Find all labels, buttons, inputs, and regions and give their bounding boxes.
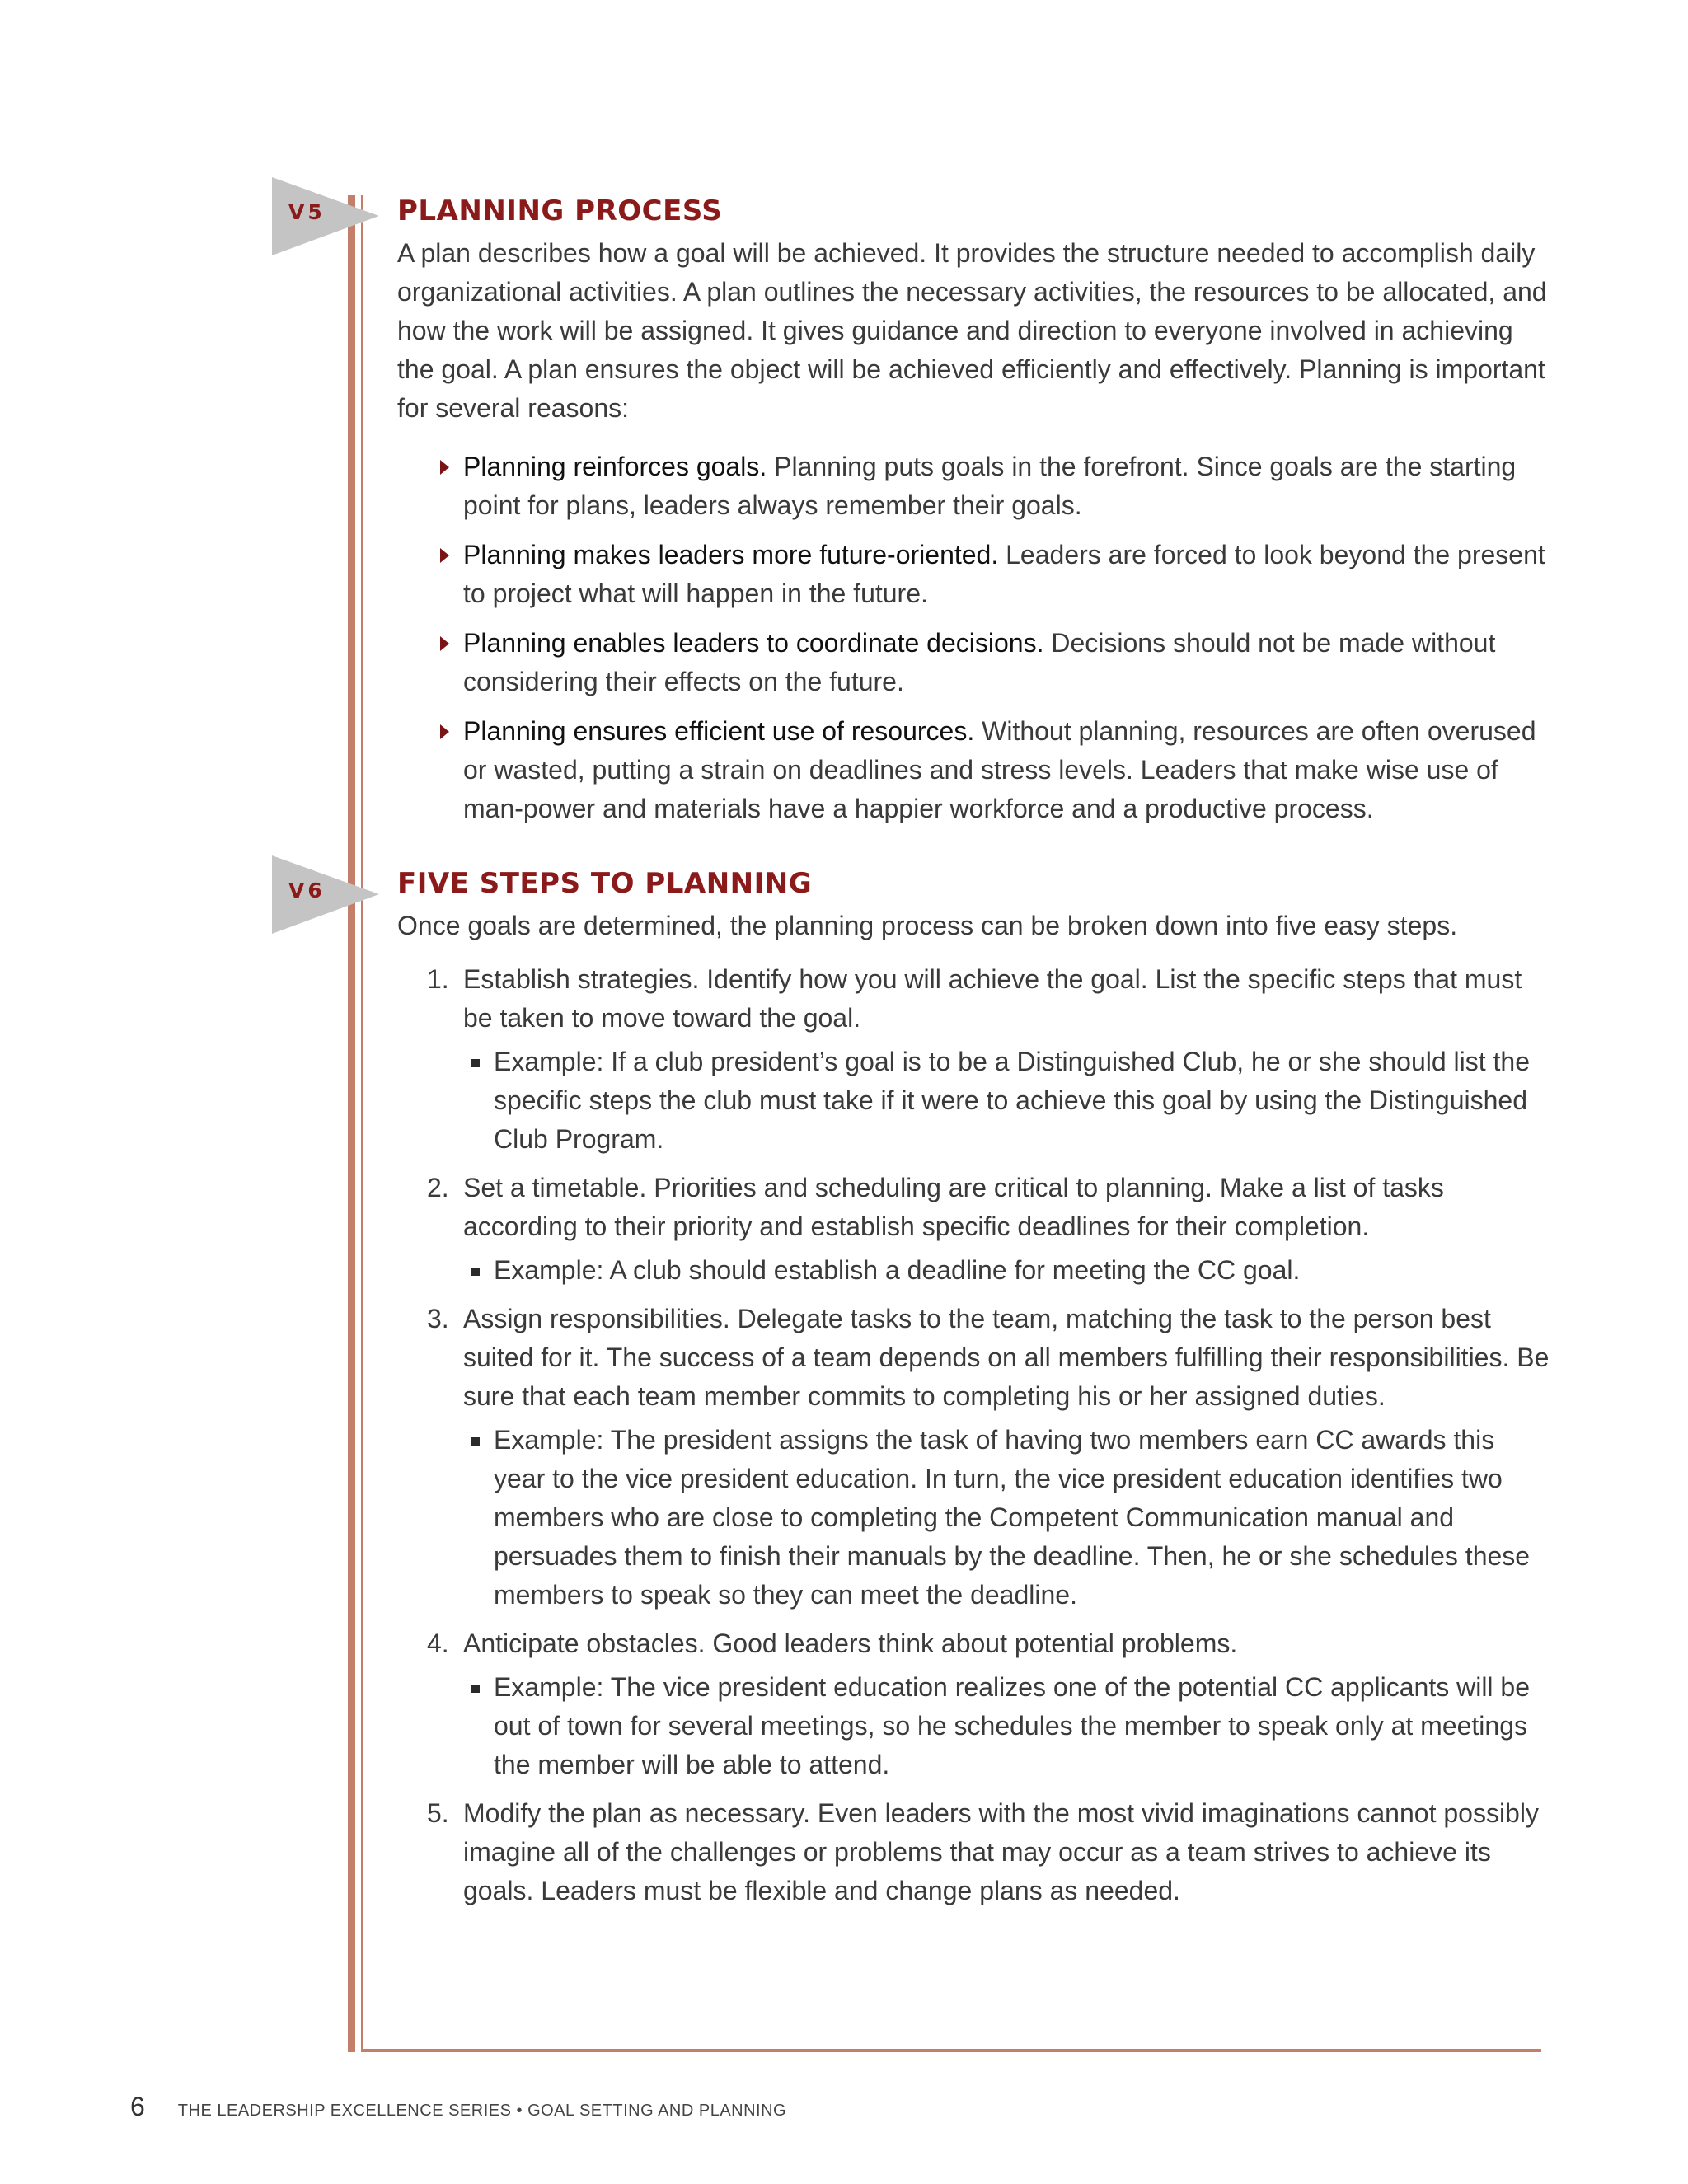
example-text: Example: The vice president education realizes one of the potential CC applicants will be out of town for several meetings, so he schedules the member to speak only at meetings the member will be able to attend. <box>494 1672 1531 1779</box>
item-text: Planning puts goals in the forefront. Since goals are the starting point for plans, leaders always remember their goals. <box>463 452 1517 520</box>
item-text: Decisions should not be made without considering their effects on the future. <box>463 628 1496 696</box>
triangle-bullet-icon <box>440 460 449 475</box>
triangle-bullet-icon <box>440 724 449 739</box>
triangle-bullet-icon <box>440 636 449 651</box>
example-item <box>463 1043 1551 1159</box>
item-lead: Planning makes leaders more future-oriented. <box>463 540 999 569</box>
v6-flag-icon <box>272 855 379 934</box>
five-steps-section <box>397 867 1551 1920</box>
v5-flag-label: V5 <box>288 200 326 224</box>
example-list <box>463 1251 1551 1290</box>
step-text: Modify the plan as necessary. Even leaders with the most vivid imaginations cannot possibly imagine all of the challenges or problems that may occur as a team strives to achieve its goals. Leaders must be flexible and change plans as needed. <box>463 1798 1539 1905</box>
intro-paragraph: A plan describes how a goal will be achieved. It provides the structure needed to accomplish daily organizational activities. A plan outlines the necessary activities, the resources to be allocated, and how the work will be assigned. It gives guidance and direction to everyone involved in achieving the goal. A plan ensures the object will be achieved efficiently and effectively. Planning is important for several reasons: <box>397 238 1547 423</box>
page-number: 6 <box>130 2092 145 2121</box>
step-item <box>397 1624 1551 1784</box>
item-text: Without planning, resources are often overused or wasted, putting a strain on deadlines and stress levels. Leaders that make wise use of man-power and materials have a happier workforce and a productive process. <box>463 716 1536 823</box>
list-item <box>397 624 1551 701</box>
bottom-rule <box>361 2049 1541 2052</box>
list-item <box>397 448 1551 525</box>
planning-process-section <box>397 194 1551 839</box>
example-item <box>463 1251 1551 1290</box>
example-item <box>463 1668 1551 1784</box>
step-text: Set a timetable. Priorities and scheduling are critical to planning. Make a list of tasks according to their priority and establish specific deadlines for their completion. <box>463 1173 1444 1241</box>
v6-flag-label: V6 <box>288 879 326 902</box>
intro-paragraph: Once goals are determined, the planning process can be broken down into five easy steps. <box>397 911 1458 940</box>
reasons-list <box>397 448 1551 828</box>
step-item <box>397 960 1551 1159</box>
step-number: 4. <box>427 1629 449 1658</box>
square-bullet-icon <box>471 1059 480 1067</box>
step-item <box>397 1169 1551 1290</box>
step-number: 2. <box>427 1173 449 1202</box>
list-item <box>397 712 1551 828</box>
example-text: Example: If a club president’s goal is to be a Distinguished Club, he or she should list the specific steps the club must take if it were to achieve this goal by using the Distinguished Club Program. <box>494 1047 1531 1154</box>
example-list <box>463 1668 1551 1784</box>
v5-flag-icon <box>272 177 379 255</box>
item-text: Leaders are forced to look beyond the present to project what will happen in the future. <box>463 540 1545 608</box>
square-bullet-icon <box>471 1685 480 1693</box>
square-bullet-icon <box>471 1437 480 1446</box>
step-item <box>397 1300 1551 1615</box>
item-lead: Planning enables leaders to coordinate decisions. <box>463 628 1044 658</box>
step-number: 5. <box>427 1798 449 1828</box>
example-text: Example: A club should establish a deadline for meeting the CC goal. <box>494 1255 1301 1285</box>
step-text: Anticipate obstacles. Good leaders think about potential problems. <box>463 1629 1238 1658</box>
square-bullet-icon <box>471 1268 480 1276</box>
section-title: PLANNING PROCESS <box>397 194 723 227</box>
triangle-bullet-icon <box>440 548 449 563</box>
example-text: Example: The president assigns the task of having two members earn CC awards this year to the vice president education. In turn, the vice president education identifies two members who are close to completing the Competent Communication manual and persuades them to finish their manuals by the deadline. Then, he or she schedules these members to speak so they can meet the deadline. <box>494 1425 1531 1610</box>
step-text: Establish strategies. Identify how you will achieve the goal. List the specific steps that must be taken to move toward the goal. <box>463 964 1522 1033</box>
step-item <box>397 1794 1551 1910</box>
item-lead: Planning reinforces goals. <box>463 452 767 481</box>
step-number: 3. <box>427 1304 449 1333</box>
step-text: Assign responsibilities. Delegate tasks to the team, matching the task to the person best suited for it. The success of a team depends on all members fulfilling their responsibilities. Be sure that each team member commits to completing his or her assigned duties. <box>463 1304 1550 1411</box>
section-title: FIVE STEPS TO PLANNING <box>397 867 813 900</box>
margin-rule-thick <box>348 195 355 2052</box>
running-head: THE LEADERSHIP EXCELLENCE SERIES • GOAL SETTING AND PLANNING <box>177 2102 787 2120</box>
example-item <box>463 1421 1551 1615</box>
example-list <box>463 1421 1551 1615</box>
page-footer <box>130 2092 786 2125</box>
margin-rule-thin <box>361 195 363 2052</box>
steps-list <box>397 960 1551 1910</box>
example-list <box>463 1043 1551 1159</box>
step-number: 1. <box>427 964 449 994</box>
list-item <box>397 536 1551 613</box>
item-lead: Planning ensures efficient use of resources. <box>463 716 975 746</box>
